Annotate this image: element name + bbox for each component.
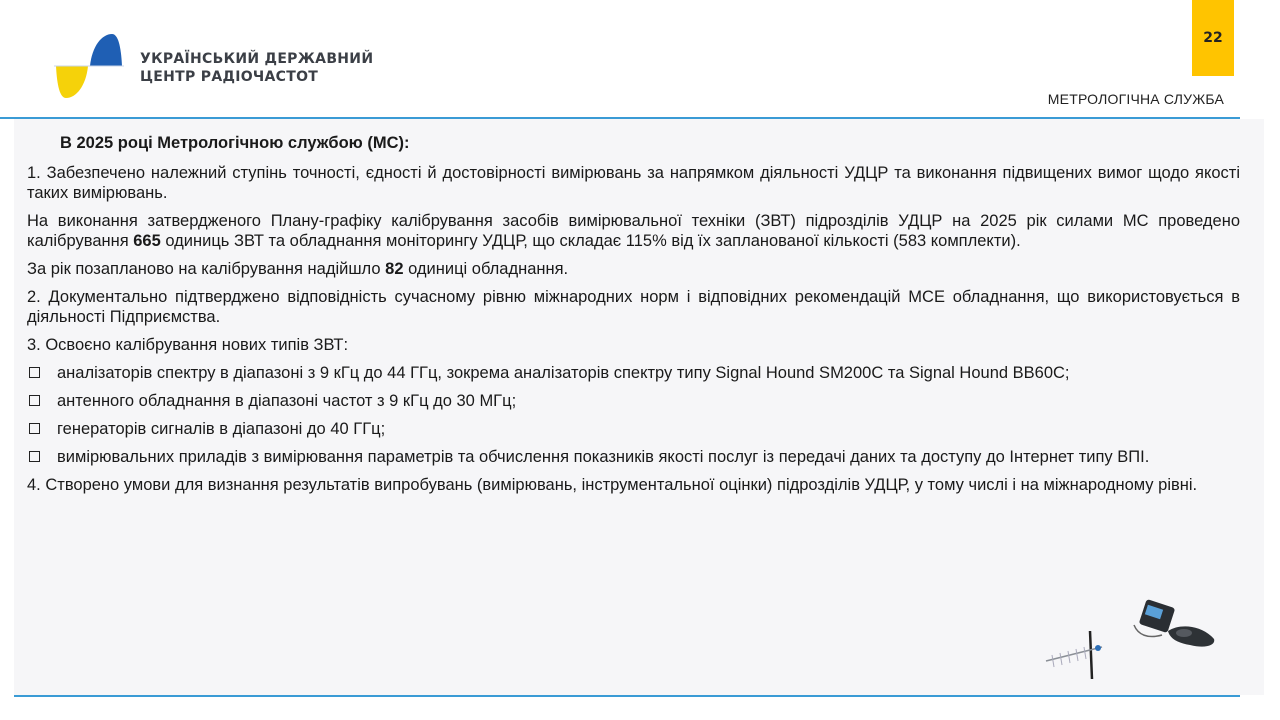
paragraph-3 [27, 259, 1240, 279]
org-name-line1: УКРАЇНСЬКИЙ ДЕРЖАВНИЙ [140, 51, 374, 67]
page-number-badge: 22 [1192, 0, 1234, 76]
antenna-icon [1046, 631, 1102, 679]
p2-text-start: На виконання затвердженого Плану-графіку калібрування засобів вимірювальної техніки (ЗВТ) підрозділів УДЦР на 2025 рік силами МС проведено калібрування [27, 212, 1240, 250]
list-item [27, 419, 1240, 439]
udcr-logo-icon [54, 32, 124, 100]
checkbox-bullet-icon [29, 451, 40, 462]
p3-count-82: 82 [385, 260, 404, 278]
checkbox-bullet-icon [29, 395, 40, 406]
section-title: МЕТРОЛОГІЧНА СЛУЖБА [1047, 91, 1224, 107]
bottom-divider [14, 695, 1240, 697]
spectrum-analyzer-icon [1134, 599, 1214, 647]
paragraph-1: 1. Забезпечено належний ступінь точності, єдності й достовірності вимірювань за напрямком діяльності УДЦР та виконання підвищених вимог щодо якості таких вимірювань. [27, 164, 1240, 202]
list-item-text: антенного обладнання в діапазоні частот з 9 кГц до 30 МГц; [57, 392, 517, 410]
paragraph-2 [27, 211, 1240, 251]
organization-name [140, 50, 373, 86]
org-name-line2: ЦЕНТР РАДІОЧАСТОТ [140, 69, 319, 85]
measurement-equipment-illustration [1030, 595, 1230, 685]
list-item [27, 391, 1240, 411]
paragraph-6: 4. Створено умови для визнання результатів випробувань (вимірювань, інструментальної оцінки) підрозділів УДЦР, у тому числі і на міжнародному рівні. [27, 476, 1198, 494]
list-item [27, 447, 1240, 467]
list-item-text: вимірювальних приладів з вимірювання параметрів та обчислення показників якості послуг із передачі даних та доступу до Інтернет типу ВПІ. [57, 448, 1150, 466]
slide-content [27, 133, 1240, 503]
list-item [27, 363, 1240, 383]
content-heading: В 2025 році Метрологічною службою (МС): [60, 134, 410, 152]
checkbox-bullet-icon [29, 367, 40, 378]
paragraph-5: 3. Освоєно калібрування нових типів ЗВТ: [27, 336, 349, 354]
list-item-text: генераторів сигналів в діапазоні до 40 ГГц; [57, 420, 386, 438]
list-item-text: аналізаторів спектру в діапазоні з 9 кГц до 44 ГГц, зокрема аналізаторів спектру типу Signal Hound SM200C та Signal Hound BB60C; [57, 364, 1070, 382]
p3-text-start: За рік позапланово на калібрування надійшло [27, 260, 386, 278]
p2-count-665: 665 [133, 232, 161, 250]
p2-text-end: одиниць ЗВТ та обладнання моніторингу УДЦР, що складає 115% від їх запланованої кількості (583 комплекти). [160, 232, 1021, 250]
paragraph-4: 2. Документально підтверджено відповідність сучасному рівню міжнародних норм і відповідних рекомендацій МСЕ обладнання, що використовується в діяльності Підприємства. [27, 288, 1240, 326]
checkbox-bullet-icon [29, 423, 40, 434]
p3-text-end: одиниці обладнання. [403, 260, 569, 278]
